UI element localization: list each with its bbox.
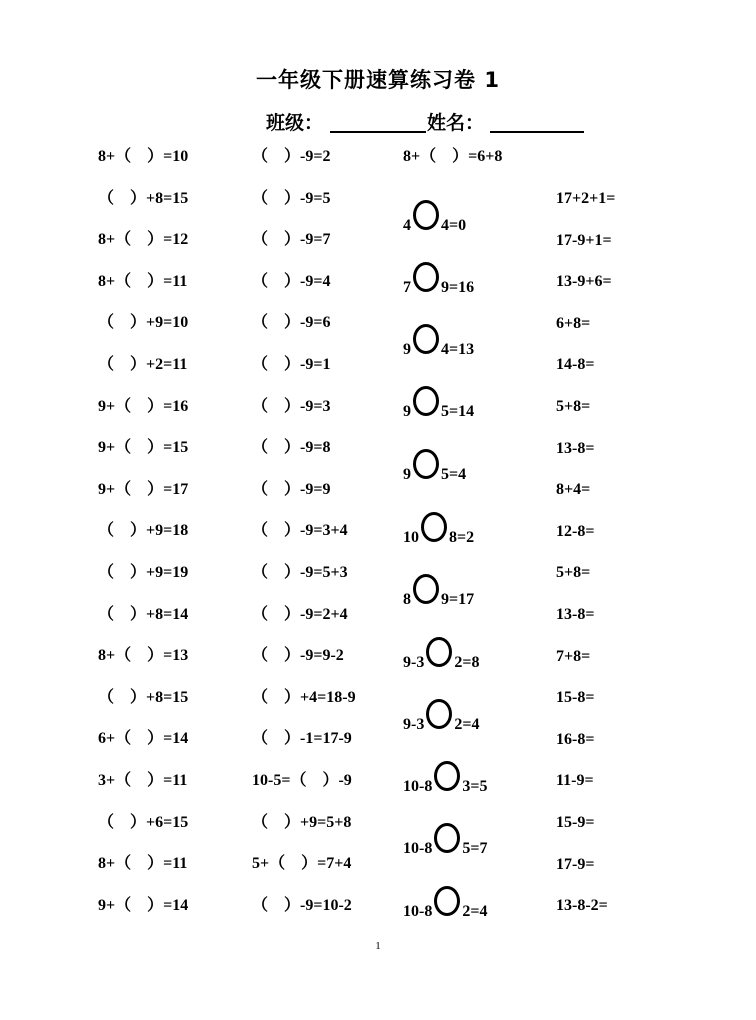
equation-col1: 6+（ ）=14 xyxy=(98,730,189,748)
equation-col1: （ ）+9=18 xyxy=(98,522,189,540)
equation-col2: 10-5=（ ）-9 xyxy=(252,772,352,789)
circle-equation-left: 9 xyxy=(403,341,411,358)
circle-equation xyxy=(403,580,474,610)
answer-circle[interactable] xyxy=(426,637,452,667)
circle-equation-right: 5=4 xyxy=(441,466,467,483)
equation-col4: 17-9+1= xyxy=(556,231,612,249)
answer-circle[interactable] xyxy=(413,386,439,416)
circle-equation-left: 10-8 xyxy=(403,778,433,795)
equation-col2: （ ）-9=8 xyxy=(252,439,331,457)
equation-col2: （ ）-1=17-9 xyxy=(252,730,352,748)
equation-col1: 9+（ ）=17 xyxy=(98,480,189,498)
circle-equation-left: 9 xyxy=(403,403,411,420)
page-number: 1 xyxy=(375,940,381,952)
equation-col2: （ ）+9=5+8 xyxy=(252,813,352,831)
equation-col1: 3+（ ）=11 xyxy=(98,772,188,789)
equation-col1: 8+（ ）=11 xyxy=(98,272,188,290)
circle-equation-right: 5=14 xyxy=(441,403,475,420)
circle-equation xyxy=(403,767,487,797)
circle-equation-left: 9-3 xyxy=(403,654,425,671)
equation-col1: 9+（ ）=15 xyxy=(98,439,189,457)
circle-equation xyxy=(403,268,474,298)
equation-col4: 15-8= xyxy=(556,689,595,707)
name-blank[interactable] xyxy=(490,131,584,133)
circle-equation-right: 4=13 xyxy=(441,341,475,358)
equation-col2: （ ）-9=9 xyxy=(252,480,331,498)
equation-col4: 8+4= xyxy=(556,481,591,499)
equation-col4: 5+8= xyxy=(556,398,591,415)
equation-col4: 17-9= xyxy=(556,855,595,873)
equation-col4: 13-8-2= xyxy=(556,897,608,915)
answer-circle[interactable] xyxy=(426,699,452,729)
circle-equation-left: 9-3 xyxy=(403,716,425,733)
equation-col4: 13-8= xyxy=(556,439,595,457)
equation-col1: （ ）+8=14 xyxy=(98,605,189,623)
circle-equation-right: 2=8 xyxy=(454,654,480,671)
equation-col2: （ ）-9=7 xyxy=(252,231,331,249)
equation-col4: 15-9= xyxy=(556,814,595,831)
circle-equation xyxy=(403,330,474,360)
circle-equation-right: 8=2 xyxy=(449,529,475,546)
circle-equation xyxy=(403,892,487,922)
equation-col2: （ ）-9=1 xyxy=(252,356,331,373)
equation-col4: 14-8= xyxy=(556,356,595,374)
equation-col2: （ ）-9=2+4 xyxy=(252,605,348,623)
equation-col4: 13-8= xyxy=(556,606,595,623)
equation-col4: 12-8= xyxy=(556,522,595,540)
circle-equation-right: 2=4 xyxy=(462,903,488,920)
equation-col4: 17+2+1= xyxy=(556,190,616,207)
equation-col1: （ ）+9=10 xyxy=(98,314,189,332)
answer-circle[interactable] xyxy=(413,200,439,230)
equation-col4: 6+8= xyxy=(556,314,591,332)
equation-col2: （ ）+4=18-9 xyxy=(252,688,356,706)
answer-circle[interactable] xyxy=(413,574,439,604)
answer-circle[interactable] xyxy=(413,262,439,292)
class-label: 班级： xyxy=(266,112,324,134)
circle-equation xyxy=(403,829,487,859)
equation-col1: 8+（ ）=13 xyxy=(98,647,189,665)
answer-circle[interactable] xyxy=(421,512,447,542)
circle-equation-left: 9 xyxy=(403,466,411,483)
equation-col1: 9+（ ）=14 xyxy=(98,896,189,914)
equation-col2: （ ）-9=9-2 xyxy=(252,647,344,665)
circle-equation-left: 10-8 xyxy=(403,903,433,920)
equation-col4: 5+8= xyxy=(556,564,591,582)
equation-col2: （ ）-9=5+3 xyxy=(252,564,348,581)
answer-circle[interactable] xyxy=(434,886,460,916)
equation-col2: （ ）-9=4 xyxy=(252,272,331,290)
circle-equation xyxy=(403,206,466,236)
class-blank[interactable] xyxy=(330,131,426,133)
equation-col2: （ ）-9=3 xyxy=(252,397,331,415)
circle-equation xyxy=(403,705,479,735)
equation-col4: 13-9+6= xyxy=(556,273,612,291)
equation-col2: （ ）-9=6 xyxy=(252,314,331,332)
answer-circle[interactable] xyxy=(413,324,439,354)
answer-circle[interactable] xyxy=(434,761,460,791)
circle-equation-right: 4=0 xyxy=(441,217,467,234)
equation-col4: 11-9= xyxy=(556,772,594,790)
circle-equation-left: 8 xyxy=(403,591,411,608)
circle-equation-left: 7 xyxy=(403,279,411,296)
equation-col1: 9+（ ）=16 xyxy=(98,397,189,415)
equation-col2: （ ）-9=2 xyxy=(252,148,331,165)
circle-equation-right: 9=16 xyxy=(441,279,475,296)
equation-col2: （ ）-9=3+4 xyxy=(252,522,348,540)
circle-equation-left: 10-8 xyxy=(403,840,433,857)
circle-equation-right: 5=7 xyxy=(462,840,488,857)
circle-equation xyxy=(403,392,474,422)
equation-col1: 8+（ ）=12 xyxy=(98,231,189,249)
equation-col1: （ ）+2=11 xyxy=(98,356,188,373)
equation-col3-top: 8+（ ）=6+8 xyxy=(403,148,503,165)
equation-col2: 5+（ ）=7+4 xyxy=(252,855,352,873)
circle-equation-right: 3=5 xyxy=(462,778,488,795)
equation-col1: 8+（ ）=11 xyxy=(98,855,188,873)
circle-equation xyxy=(403,455,466,485)
equation-col1: （ ）+8=15 xyxy=(98,688,189,706)
equation-col1: （ ）+6=15 xyxy=(98,813,189,831)
circle-equation-left: 4 xyxy=(403,217,411,234)
circle-equation xyxy=(403,518,474,548)
equation-col2: （ ）-9=10-2 xyxy=(252,896,352,914)
equation-col1: （ ）+9=19 xyxy=(98,564,189,581)
circle-equation-left: 10 xyxy=(403,529,419,546)
name-label: 姓名： xyxy=(427,112,485,134)
equation-col1: 8+（ ）=10 xyxy=(98,148,189,165)
page-title: 一年级下册速算练习卷 1 xyxy=(256,68,500,92)
equation-col1: （ ）+8=15 xyxy=(98,189,189,207)
equation-col4: 16-8= xyxy=(556,730,595,748)
answer-circle[interactable] xyxy=(413,449,439,479)
answer-circle[interactable] xyxy=(434,823,460,853)
circle-equation-right: 2=4 xyxy=(454,716,480,733)
circle-equation xyxy=(403,643,479,673)
equation-col4: 7+8= xyxy=(556,647,591,665)
circle-equation-right: 9=17 xyxy=(441,591,475,608)
equation-col2: （ ）-9=5 xyxy=(252,189,331,207)
